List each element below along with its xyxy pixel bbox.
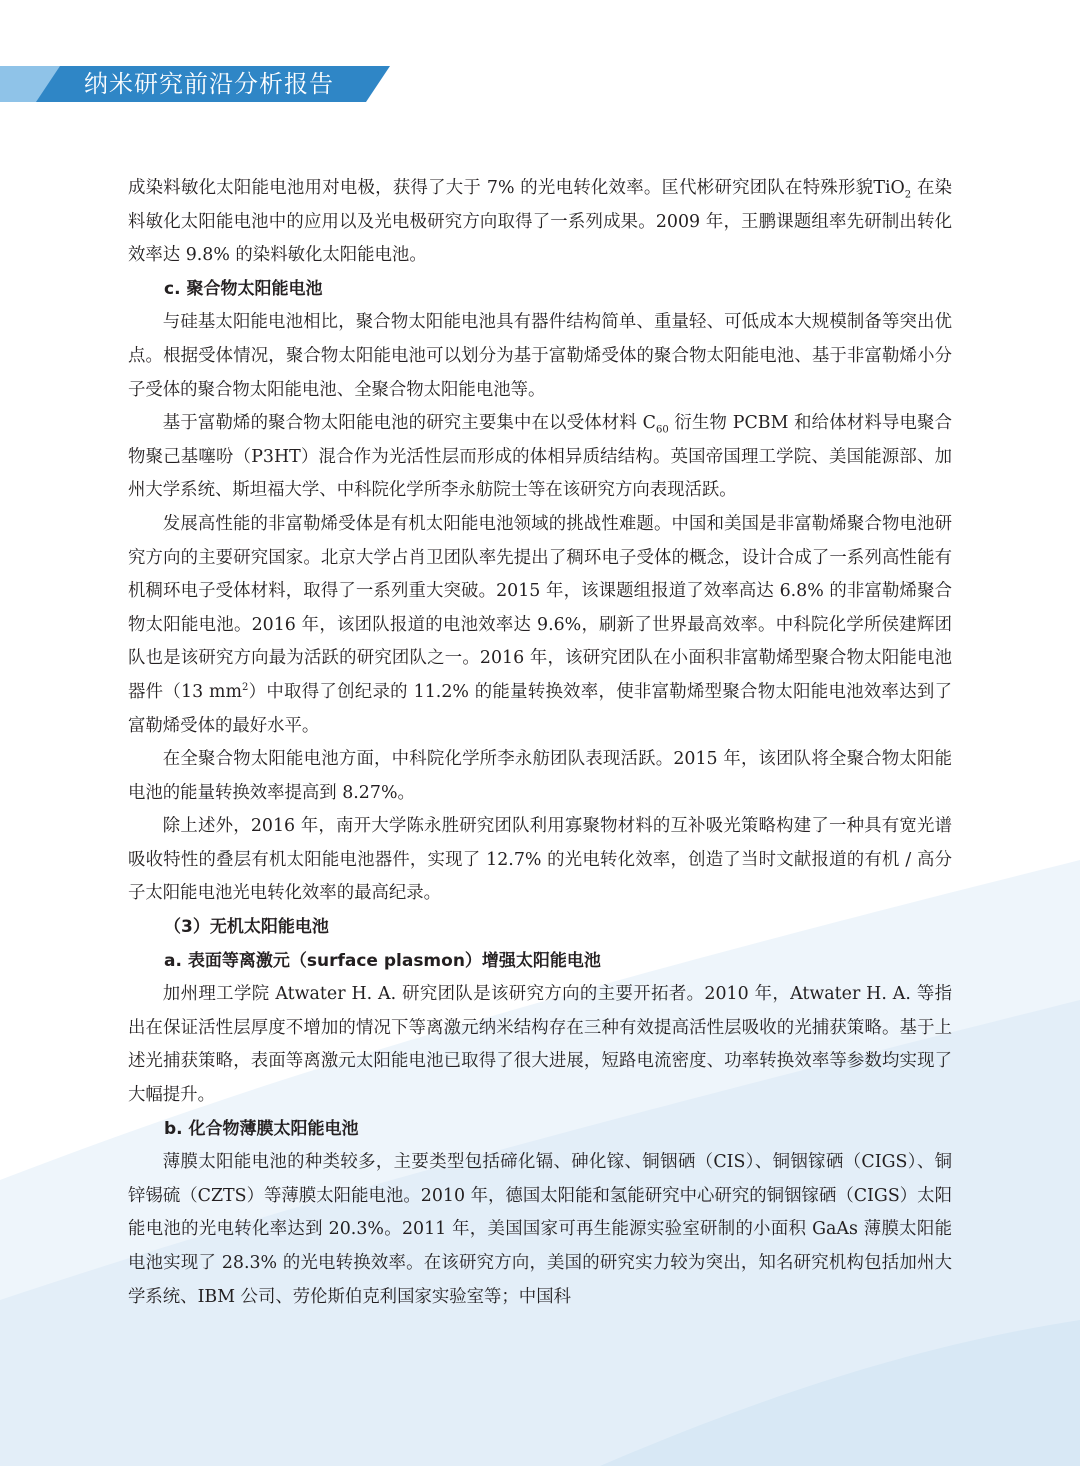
section-heading-inorganic-solar-cells: （3）无机太阳能电池 <box>164 917 329 938</box>
paragraph-continued: 成染料敏化太阳能电池用对电极，获得了大于 7% 的光电转化效率。匡代彬研究团队在特殊形貌TiO$_2$ 在染料敏化太阳能电池中的应用以及光电极研究方向取得了一系列成果。2009 年，王鹏课题组率先研制出转化效率达 9.8% 的染料敏化太阳能电池。 <box>128 178 952 266</box>
running-header-title: 纳米研究前沿分析报告 <box>84 70 334 98</box>
paragraph: 发展高性能的非富勒烯受体是有机太阳能电池领域的挑战性难题。中国和美国是非富勒烯聚合物电池研究方向的主要研究国家。北京大学占肖卫团队率先提出了稠环电子受体的概念，设计合成了一系列高性能有机稠环电子受体材料，取得了一系列重大突破。2015 年，该课题组报道了效率高达 6.8% 的非富勒烯聚合物太阳能电池。2016 年，该团队报道的电池效率达 9.6%，刷新了世界最高效率。中科院化学所侯建辉团队也是该研究方向最为活跃的研究团队之一。2016 年，该研究团队在小面积非富勒烯型聚合物太阳能电池器件（13 $mm^2$）中取得了创纪录的 11.2% 的能量转换效率，使非富勒烯型聚合物太阳能电池效率达到了富勒烯受体的最好水平。 <box>128 513 952 736</box>
page-content <box>128 172 952 1314</box>
paragraph: 除上述外，2016 年，南开大学陈永胜研究团队利用寡聚物材料的互补吸光策略构建了一种具有宽光谱吸收特性的叠层有机太阳能电池器件，实现了 12.7% 的光电转化效率，创造了当时文献报道的有机 / 高分子太阳能电池光电转化效率的最高纪录。 <box>128 816 952 904</box>
paragraph: 基于富勒烯的聚合物太阳能电池的研究主要集中在以受体材料 $C_{60}$ 衍生物 PCBM 和给体材料导电聚合物聚己基噻吩（P3HT）混合作为光活性层而形成的体相异质结结构。英国帝国理工学院、美国能源部、加州大学系统、斯坦福大学、中科院化学所李永舫院士等在该研究方向表现活跃。 <box>128 413 952 501</box>
paragraph: 加州理工学院 Atwater H. A. 研究团队是该研究方向的主要开拓者。2010 年，Atwater H. A. 等指出在保证活性层厚度不增加的情况下等离激元纳米结构存在三种有效提高活性层吸收的光捕获策略。基于上述光捕获策略，表面等离激元太阳能电池已取得了很大进展，短路电流密度、功率转换效率等参数均实现了大幅提升。 <box>128 984 952 1106</box>
paragraph: 薄膜太阳能电池的种类较多，主要类型包括碲化镉、砷化镓、铜铟硒（CIS）、铜铟镓硒（CIGS）、铜锌锡硫（CZTS）等薄膜太阳能电池。2010 年，德国太阳能和氢能研究中心研究的铜铟镓硒（CIGS）太阳能电池的光电转化率达到 20.3%。2011 年，美国国家可再生能源实验室研制的小面积 GaAs 薄膜太阳能电池实现了 28.3% 的光电转换效率。在该研究方向，美国的研究实力较为突出，知名研究机构包括加州大学系统、IBM 公司、劳伦斯伯克利国家实验室等；中国科 <box>128 1152 952 1307</box>
section-heading-polymer-solar-cells: c. 聚合物太阳能电池 <box>164 278 323 299</box>
paragraph: 在全聚合物太阳能电池方面，中科院化学所李永舫团队表现活跃。2015 年，该团队将全聚合物太阳能电池的能量转换效率提高到 8.27%。 <box>128 749 952 803</box>
paragraph: 与硅基太阳能电池相比，聚合物太阳能电池具有器件结构简单、重量轻、可低成本大规模制备等突出优点。根据受体情况，聚合物太阳能电池可以划分为基于富勒烯受体的聚合物太阳能电池、基于非富勒烯小分子受体的聚合物太阳能电池、全聚合物太阳能电池等。 <box>128 312 952 400</box>
section-heading-thin-film: b. 化合物薄膜太阳能电池 <box>164 1118 359 1139</box>
section-heading-surface-plasmon: a. 表面等离激元（surface plasmon）增强太阳能电池 <box>164 950 601 971</box>
